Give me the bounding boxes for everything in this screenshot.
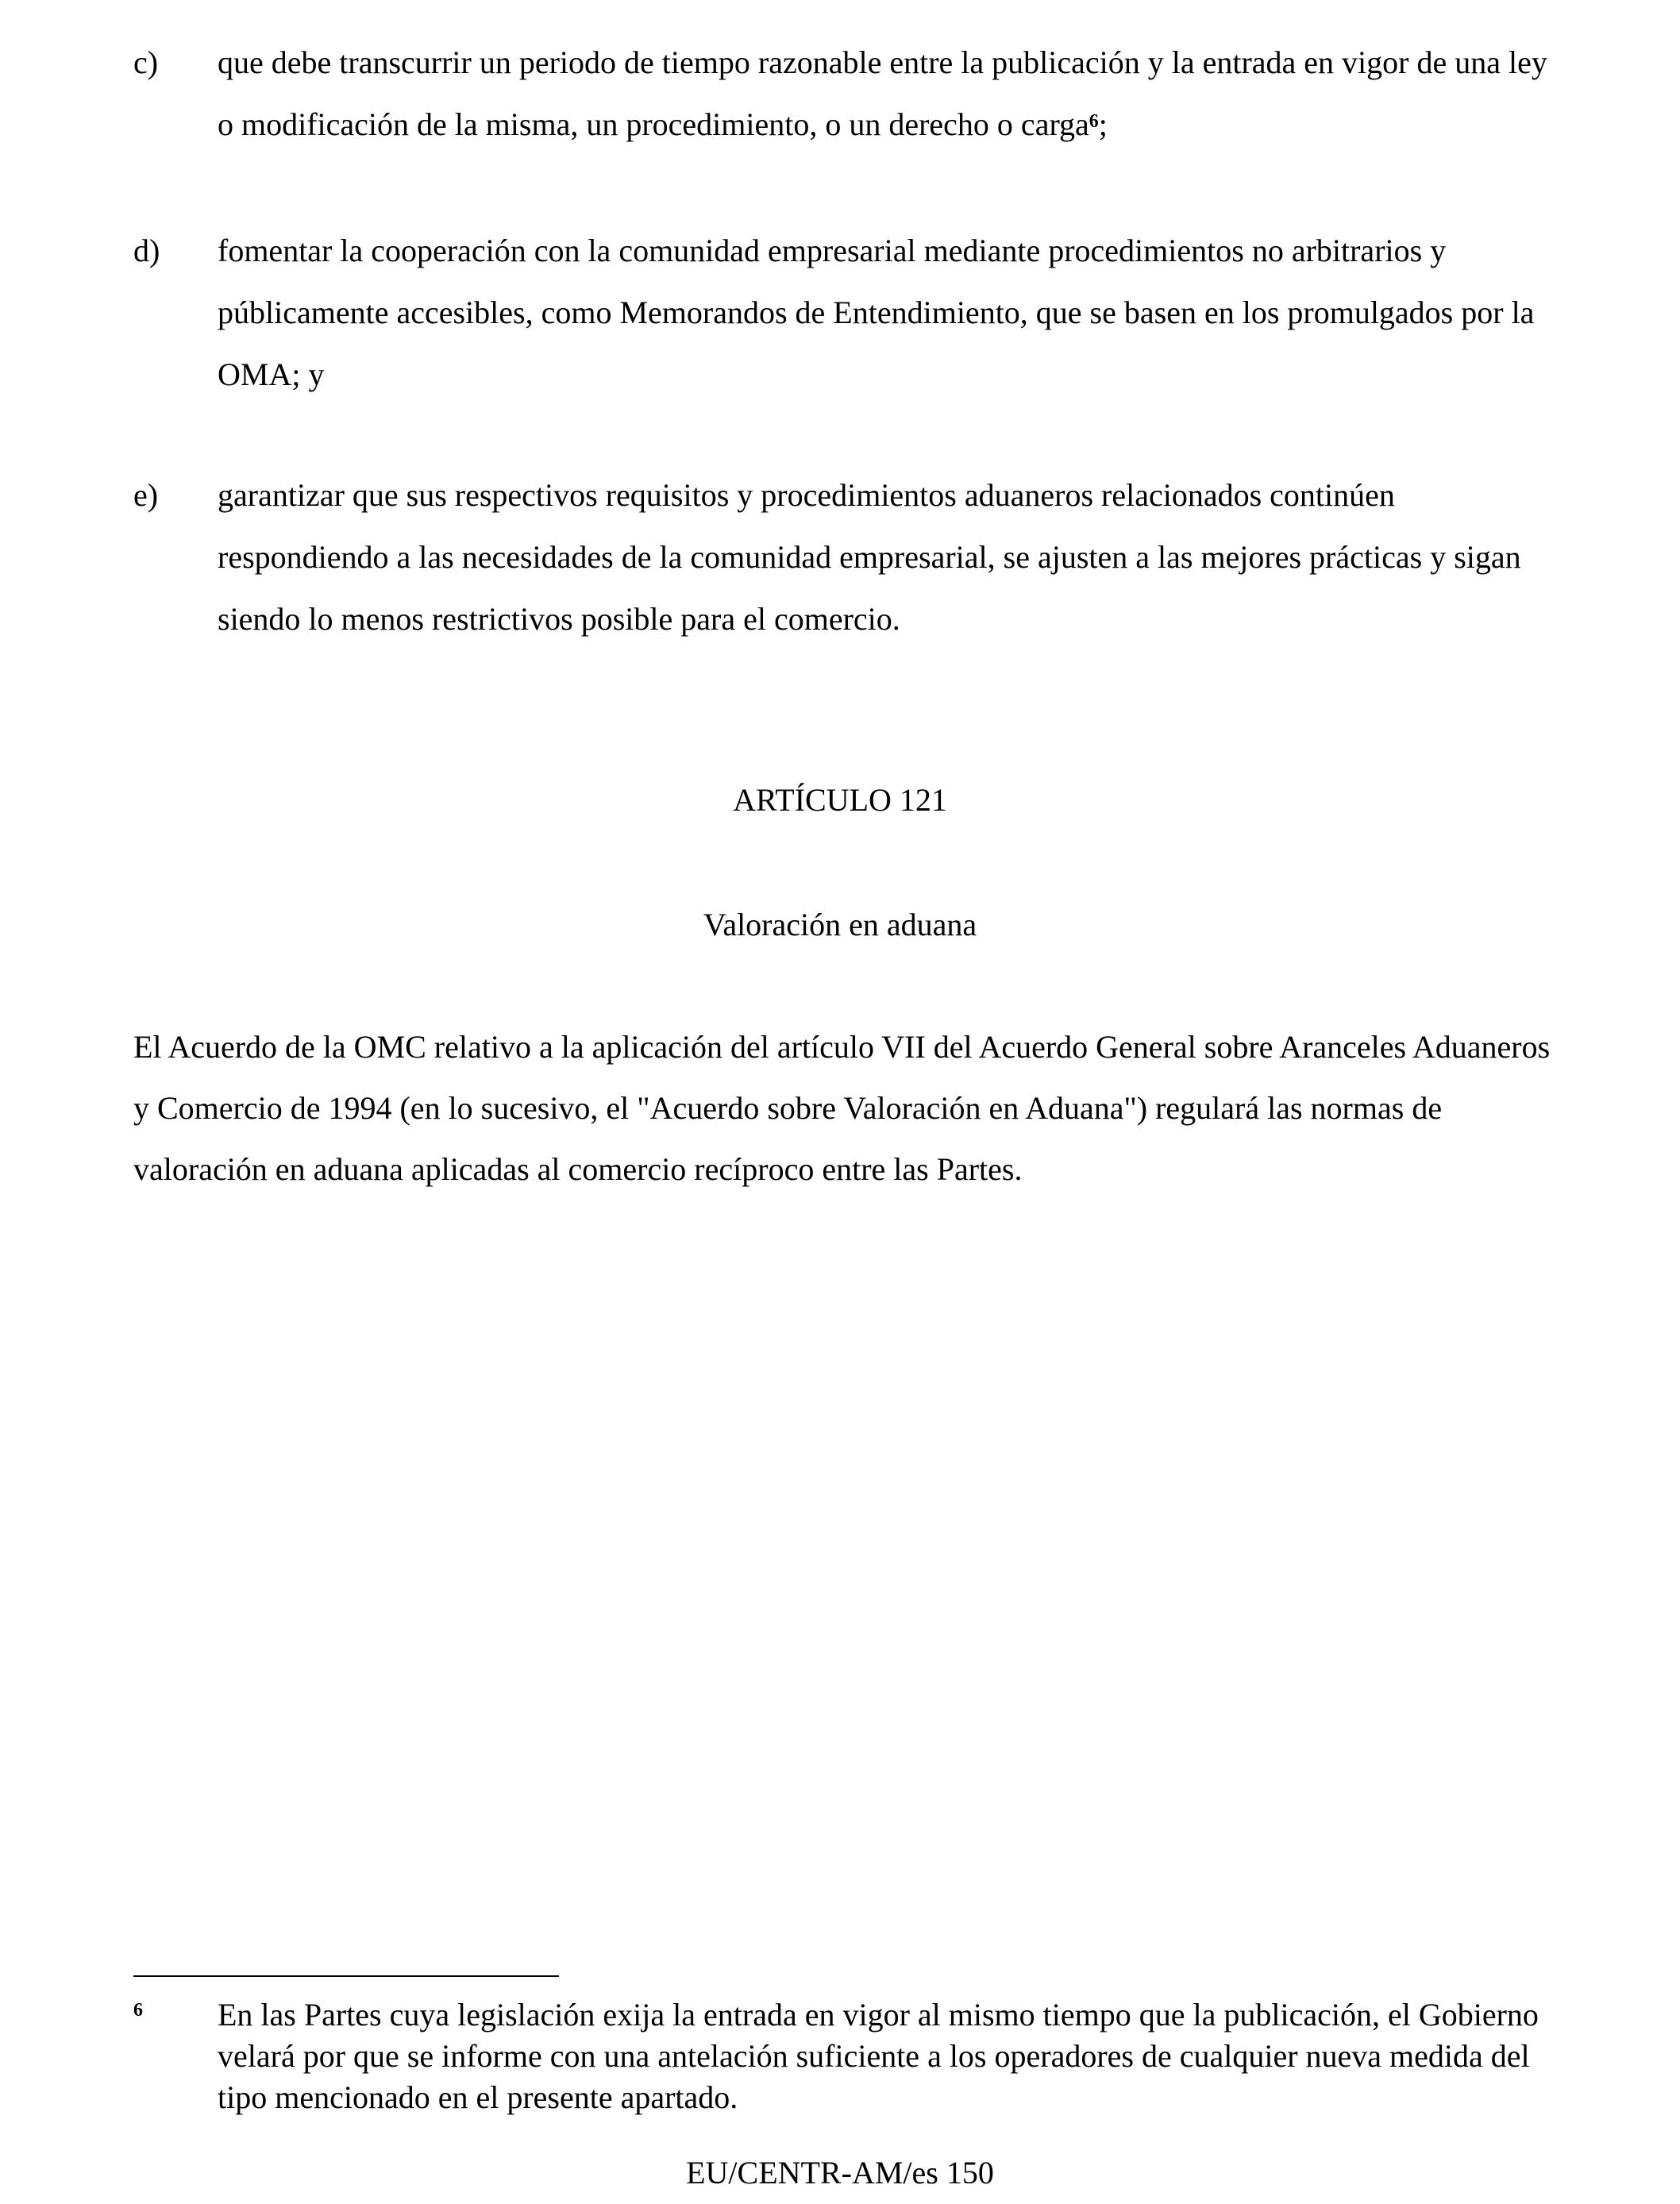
list-marker: d) xyxy=(133,233,160,268)
list-item-text xyxy=(218,32,1559,156)
list-item-e xyxy=(133,464,1562,650)
article-body: El Acuerdo de la OMC relativo a la aplicación del artículo VII del Acuerdo General sobre Aranceles Aduaneros y Comercio de 1994 (en lo sucesivo, el "Acuerdo sobre Valoración en Aduana") regulará las normas de valoración en aduana aplicadas al comercio recíproco entre las Partes. xyxy=(133,1029,1551,1187)
list-marker: e) xyxy=(133,477,159,513)
page-footer: EU/CENTR-AM/es 150 xyxy=(686,2155,994,2191)
footnote-text: En las Partes cuya legislación exija la entrada en vigor al mismo tiempo que la publicación, el Gobierno velará por que se informe con una antelación suficiente a los operadores de cualquier nueva medida del tipo mencionado en el presente apartado. xyxy=(218,1997,1539,2115)
list-item-d xyxy=(133,220,1562,406)
footnote-separator xyxy=(133,1975,559,1977)
list-item-text: garantizar que sus respectivos requisitos y procedimientos aduaneros relacionados continúen respondiendo a las necesidades de la comunidad empresarial, se ajusten a las mejores prácticas y sigan siendo lo menos restrictivos posible para el comercio. xyxy=(218,477,1521,637)
list-item-text-body: que debe transcurrir un periodo de tiempo razonable entre la publicación y la entrada en vigor de una ley o modificación de la misma, un procedimiento, o un derecho o carga xyxy=(218,44,1547,142)
list-item-c xyxy=(133,32,1562,156)
list-item-text-tail: ; xyxy=(1098,106,1108,142)
list-marker: c) xyxy=(133,44,159,80)
footnote-number: 6 xyxy=(133,2000,143,2021)
article-heading: ARTÍCULO 121 xyxy=(733,782,947,818)
list-item-text: fomentar la cooperación con la comunidad empresarial mediante procedimientos no arbitrarios y públicamente accesibles, como Memorandos de Entendimiento, que se basen en los promulgados por la OMA; y xyxy=(218,233,1535,392)
footnote xyxy=(133,1994,1562,2118)
footnote-reference[interactable]: 6 xyxy=(1089,111,1099,132)
article-title: Valoración en aduana xyxy=(703,907,977,942)
